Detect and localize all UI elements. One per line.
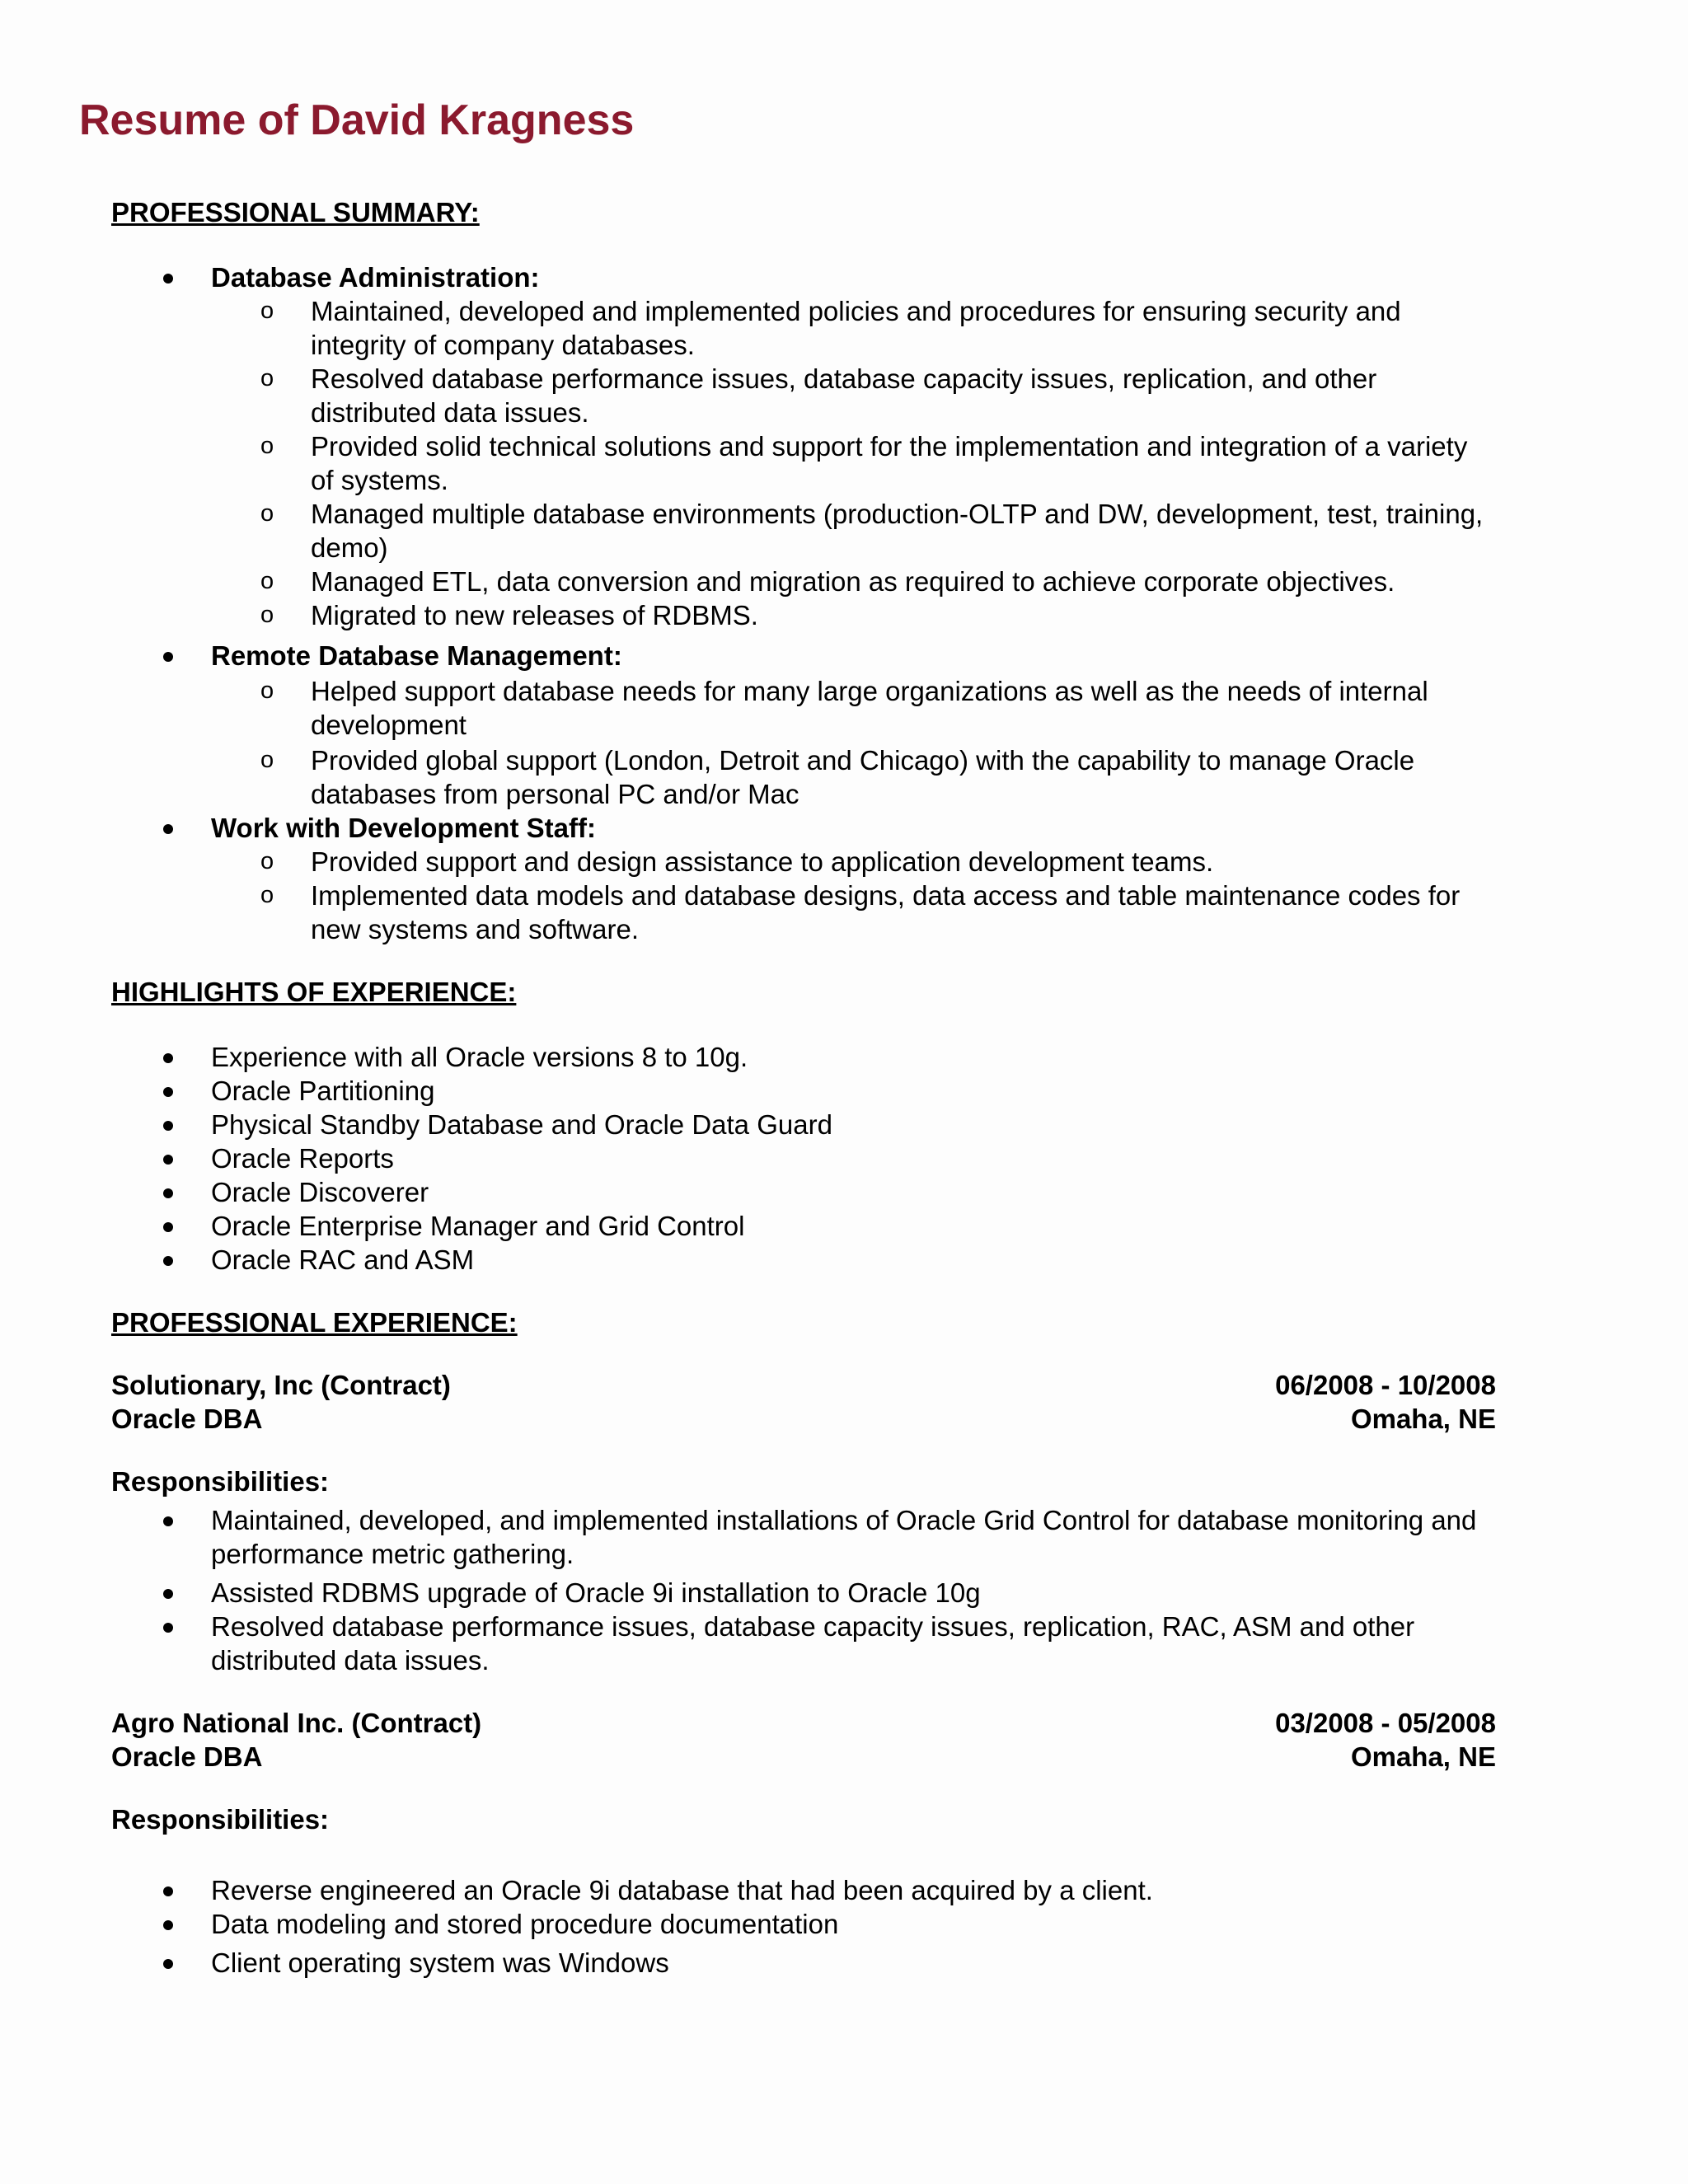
section-heading-experience: PROFESSIONAL EXPERIENCE: — [111, 1307, 518, 1338]
summary-group-heading: Work with Development Staff: — [211, 813, 596, 843]
highlight-item: Oracle Partitioning — [111, 1074, 1496, 1108]
summary-sub-item: o Implemented data models and database designs, data access and table maintenance codes for new systems and software. — [211, 879, 1496, 946]
job-header-row — [111, 1368, 1496, 1402]
responsibility-item: Data modeling and stored procedure documentation — [111, 1907, 1496, 1941]
summary-sub-list — [211, 845, 1496, 946]
summary-sub-item: o Managed multiple database environments (production-OLTP and DW, development, test, training, demo) — [211, 497, 1496, 565]
responsibilities-heading: Responsibilities: — [111, 1466, 330, 1497]
highlight-item: Experience with all Oracle versions 8 to 10g. — [111, 1040, 1496, 1074]
summary-sub-item: o Maintained, developed and implemented policies and procedures for ensuring security and integrity of company databases. — [211, 294, 1496, 362]
job-role-row — [111, 1740, 1496, 1774]
summary-group-heading: Database Administration: — [211, 262, 540, 293]
resume-content — [111, 195, 1496, 1980]
job-entry — [111, 1368, 1496, 1677]
job-location: Omaha, NE — [1350, 1741, 1496, 1772]
summary-sub-item: o Resolved database performance issues, database capacity issues, replication, and other distributed data issues. — [211, 362, 1496, 429]
resume-title: Resume of David Kragness — [79, 96, 635, 144]
responsibility-item: Reverse engineered an Oracle 9i database that had been acquired by a client. — [111, 1873, 1496, 1907]
section-heading-summary: PROFESSIONAL SUMMARY: — [111, 197, 480, 227]
job-dates: 06/2008 - 10/2008 — [1275, 1370, 1496, 1400]
summary-sub-list — [211, 294, 1496, 632]
summary-sub-item: o Migrated to new releases of RDBMS. — [211, 598, 1496, 632]
highlights-section — [111, 975, 1496, 1277]
summary-sub-item: o Managed ETL, data conversion and migration as required to achieve corporate objectives. — [211, 565, 1496, 598]
experience-section — [111, 1305, 1496, 1980]
summary-sub-list — [211, 674, 1496, 811]
job-location: Omaha, NE — [1350, 1404, 1496, 1434]
summary-group-heading: Remote Database Management: — [211, 640, 622, 671]
responsibility-item: Maintained, developed, and implemented installations of Oracle Grid Control for database monitoring and performance metric gathering. — [111, 1503, 1496, 1571]
highlight-item: Oracle RAC and ASM — [111, 1243, 1496, 1277]
summary-group-database-administration — [111, 260, 1496, 632]
job-role: Oracle DBA — [111, 1404, 263, 1434]
summary-sub-item: o Provided global support (London, Detroit and Chicago) with the capability to manage Oracle databases from personal PC and/or Mac — [211, 743, 1496, 811]
job-company: Solutionary, Inc (Contract) — [111, 1370, 451, 1400]
summary-sub-item: o Provided support and design assistance to application development teams. — [211, 845, 1496, 879]
summary-list — [111, 260, 1496, 946]
responsibility-item: Resolved database performance issues, database capacity issues, replication, RAC, ASM and other distributed data issues. — [111, 1610, 1496, 1677]
summary-group-remote-database-management — [111, 639, 1496, 811]
highlights-list — [111, 1040, 1496, 1277]
summary-group-work-with-development-staff — [111, 811, 1496, 946]
job-role: Oracle DBA — [111, 1741, 263, 1772]
highlight-item: Oracle Discoverer — [111, 1175, 1496, 1209]
job-entry — [111, 1706, 1496, 1980]
summary-sub-item: o Helped support database needs for many large organizations as well as the needs of internal development — [211, 674, 1496, 742]
summary-sub-item: o Provided solid technical solutions and support for the implementation and integration of a variety of systems. — [211, 429, 1496, 497]
responsibility-item: Assisted RDBMS upgrade of Oracle 9i installation to Oracle 10g — [111, 1576, 1496, 1610]
responsibilities-list — [111, 1873, 1496, 1980]
responsibility-item: Client operating system was Windows — [111, 1946, 1496, 1980]
responsibilities-list — [111, 1503, 1496, 1677]
section-heading-highlights: HIGHLIGHTS OF EXPERIENCE: — [111, 977, 517, 1007]
highlight-item: Oracle Reports — [111, 1141, 1496, 1175]
job-role-row — [111, 1402, 1496, 1436]
highlight-item: Oracle Enterprise Manager and Grid Control — [111, 1209, 1496, 1243]
job-dates: 03/2008 - 05/2008 — [1275, 1708, 1496, 1738]
responsibilities-heading: Responsibilities: — [111, 1804, 330, 1835]
job-company: Agro National Inc. (Contract) — [111, 1708, 482, 1738]
highlight-item: Physical Standby Database and Oracle Data Guard — [111, 1108, 1496, 1141]
job-header-row — [111, 1706, 1496, 1740]
professional-summary-section — [111, 195, 1496, 946]
